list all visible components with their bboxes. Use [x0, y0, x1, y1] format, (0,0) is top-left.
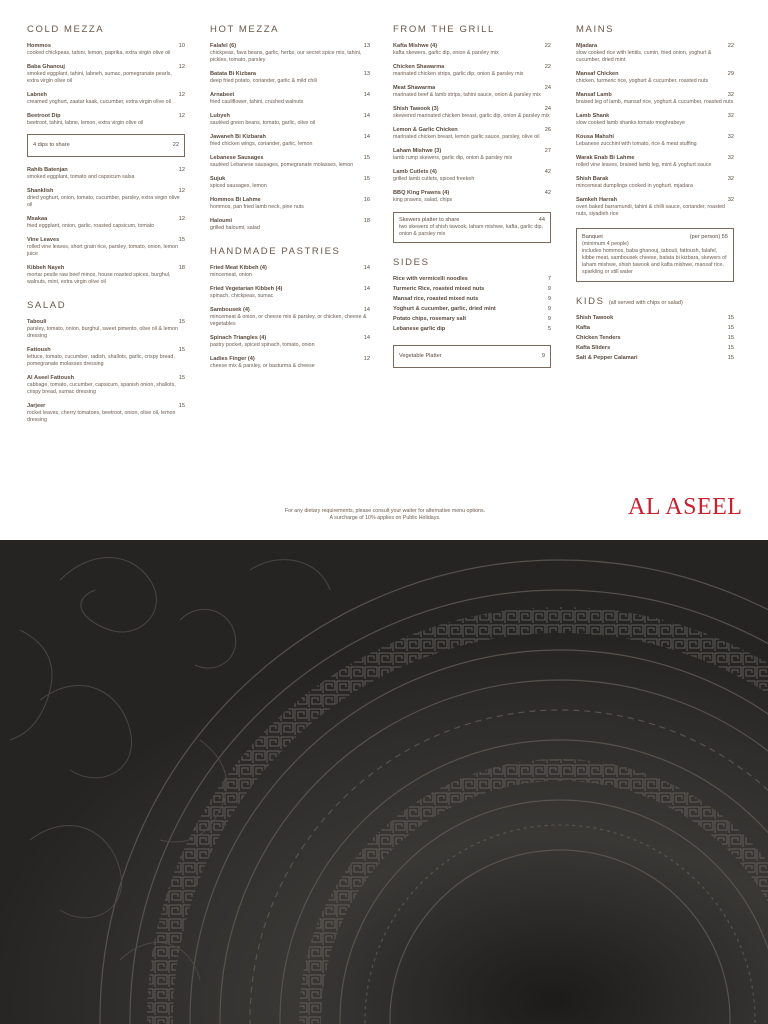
menu-item: [210, 286, 370, 300]
menu-item: [393, 306, 551, 313]
item-name: Kibbeh Nayeh: [27, 265, 65, 271]
item-desc: two skewers of shish tawook, laham mishwe, kafta, garlic dip, onion & parsley mix: [399, 224, 543, 237]
item-desc: mortar pestle raw beef mince, house roasted spices, burghul, walnuts, mint, extra virgin olive oil: [27, 272, 171, 285]
item-price: 32: [727, 155, 734, 161]
item-price: 7: [547, 276, 551, 282]
menu-item: [210, 92, 370, 106]
item-price: 14: [363, 265, 370, 271]
item-price: 12: [363, 356, 370, 362]
column-1: [27, 24, 185, 431]
item-name: Kafta Mishwe (4): [393, 43, 438, 49]
sides-list: [393, 276, 551, 333]
banquet-box: [576, 228, 734, 282]
menu-item: [210, 71, 370, 85]
banquet-name: Banquet: [582, 234, 603, 240]
menu-item: [576, 315, 734, 322]
menu-item: [210, 176, 370, 190]
item-name: Chicken Shawarma: [393, 64, 445, 70]
item-desc: cooked chickpeas, tahini, lemon, paprika, extra virgin olive oil: [27, 50, 171, 56]
item-price: 12: [178, 167, 185, 173]
menu-item: [576, 71, 734, 85]
item-price: 9: [541, 353, 545, 359]
banquet-per: (per person): [689, 234, 721, 240]
item-name: Ladies Finger (4): [210, 356, 255, 362]
item-name: Mansaf rice, roasted mixed nuts: [393, 296, 479, 302]
item-desc: fried chicken wings, coriander, garlic, lemon: [210, 141, 313, 147]
menu-item: [393, 326, 551, 333]
item-desc: mincemeat, onion: [210, 272, 252, 278]
item-name: Vine Leaves: [27, 237, 60, 243]
item-price: 18: [363, 218, 370, 224]
menu-item: [393, 64, 551, 78]
skewers-platter-box: [393, 212, 551, 243]
menu-item: [393, 127, 551, 141]
item-price: 14: [363, 92, 370, 98]
item-name: Mansaf Chicken: [576, 71, 619, 77]
sides-title: SIDES: [393, 257, 430, 268]
menu-item: [576, 155, 734, 169]
item-desc: spinach, chickpeas, sumac: [210, 293, 274, 299]
item-price: 22: [544, 64, 551, 70]
item-price: 14: [363, 134, 370, 140]
menu-item: [210, 218, 370, 232]
mains-title: MAINS: [576, 24, 615, 35]
ornamental-pattern-area: [0, 540, 768, 1024]
item-price: 32: [727, 113, 734, 119]
item-desc: cabbage, tomato, cucumber, capsicum, spanish onion, shallots, crispy bread, sumac dressing: [27, 382, 176, 395]
item-price: 12: [178, 188, 185, 194]
item-price: 15: [727, 315, 734, 321]
item-price: 15: [727, 345, 734, 351]
item-name: Vegetable Platter: [399, 353, 442, 359]
item-desc: lamb rump skewers, garlic dip, onion & parsley mix: [393, 155, 513, 161]
item-name: BBQ King Prawns (4): [393, 190, 450, 196]
item-desc: pastry pocket, spiced spinach, tomato, onion: [210, 342, 315, 348]
column-3: [393, 24, 551, 378]
item-desc: mincemeat & onion, or cheese mix & parsley, or chicken, cheese & vegetables: [210, 314, 367, 327]
menu-item: [27, 237, 185, 258]
item-price: 22: [727, 43, 734, 49]
menu-item: [576, 355, 734, 362]
item-desc: creamed yoghurt, zaatar kaak, cucumber, extra virgin olive oil: [27, 99, 171, 105]
item-price: 12: [178, 64, 185, 70]
item-name: Msakaa: [27, 216, 48, 222]
menu-item: [27, 167, 185, 181]
item-desc: oven baked barramundi, tahini & chilli sauce, coriander, roasted nuts, siyadieh rice: [576, 204, 725, 217]
item-name: Kafta: [576, 325, 590, 331]
menu-item: [27, 92, 185, 106]
menu-item: [393, 316, 551, 323]
menu-item: [27, 347, 185, 368]
item-price: 15: [178, 347, 185, 353]
menu-item: [576, 345, 734, 352]
item-price: 32: [727, 176, 734, 182]
banquet-price-wrap: [686, 234, 728, 241]
menu-item: [393, 106, 551, 120]
item-name: Spinach Triangles (4): [210, 335, 267, 341]
item-name: Mjadara: [576, 43, 598, 49]
item-desc: sautéed Lebanese sausages, pomegranate molasses, lemon: [210, 162, 354, 168]
item-price: 15: [727, 335, 734, 341]
menu-item: [576, 92, 734, 106]
item-price: 22: [172, 142, 179, 148]
menu-item: [210, 43, 370, 64]
item-desc: beetroot, tahini, labne, lemon, extra virgin olive oil: [27, 120, 144, 126]
item-desc: grilled lamb cutlets, spiced freekeh: [393, 176, 475, 182]
item-price: 12: [178, 92, 185, 98]
item-desc: slow cooked lamb shanks tomato moghrabeye: [576, 120, 685, 126]
item-name: Sambousek (4): [210, 307, 250, 313]
item-desc: braised leg of lamb, mansaf rice, yoghurt & cucumber, roasted nuts: [576, 99, 734, 105]
item-desc: cheese mix & parsley, or basturma & cheese: [210, 363, 315, 369]
item-desc: lettuce, tomato, cucumber, radish, shallots, garlic, crispy bread, pomegranate molasses dressing: [27, 354, 175, 367]
item-desc: hommos, pan fried lamb neck, pine nuts: [210, 204, 304, 210]
item-price: 42: [544, 190, 551, 196]
item-price: 9: [547, 306, 551, 312]
item-name: Lemon & Garlic Chicken: [393, 127, 458, 133]
item-price: 24: [544, 106, 551, 112]
item-name: Arnabeet: [210, 92, 235, 98]
item-name: Kousa Mahshi: [576, 134, 614, 140]
item-name: Lebanese Sausages: [210, 155, 264, 161]
item-desc: spiced sausages, lemon: [210, 183, 267, 189]
item-desc: slow cooked rice with lentils, cumin, fried onion, yoghurt & cucumber, dried mint: [576, 50, 712, 63]
item-price: 22: [544, 43, 551, 49]
item-name: Lamb Cutlets (4): [393, 169, 437, 175]
item-desc: marinated chicken strips, garlic dip, onion & parsley mix: [393, 71, 524, 77]
item-price: 15: [178, 403, 185, 409]
item-price: 32: [727, 134, 734, 140]
menu-item: [576, 134, 734, 148]
item-price: 14: [363, 113, 370, 119]
item-name: Jarjeer: [27, 403, 46, 409]
menu-item: [393, 148, 551, 162]
menu-item: [27, 113, 185, 127]
ornament-pattern: [0, 540, 768, 1024]
brand-logo: AL ASEEL: [628, 494, 743, 520]
item-price: 5: [547, 326, 551, 332]
item-price: 32: [727, 92, 734, 98]
item-name: Shish Tawook (3): [393, 106, 439, 112]
item-name: Labneh: [27, 92, 47, 98]
vegetable-platter-box: [393, 345, 551, 368]
item-price: 44: [538, 217, 545, 223]
item-desc: rolled vine leaves, braised lamb leg, mint & yoghurt sauce: [576, 162, 712, 168]
item-name: Chicken Tenders: [576, 335, 621, 341]
item-price: 26: [544, 127, 551, 133]
menu-item: [393, 169, 551, 183]
item-price: 18: [178, 265, 185, 271]
item-desc: deep fried potato, coriander, garlic & mild chili: [210, 78, 317, 84]
item-name: Salt & Pepper Calamari: [576, 355, 638, 361]
item-price: 14: [363, 286, 370, 292]
item-desc: chicken, turmeric rice, yoghurt & cucumber, roasted nuts: [576, 78, 709, 84]
banquet-desc: includes hommos, baba ghanouj, tabouli, fattoush, falafel, kibbe meat, sambousek cheese, batata bi kizbara, skewers of laham mishwe, shish tawook and kafta mishwe, mansaf rice, sparkling or still water: [582, 248, 727, 275]
item-desc: dried yoghurt, onion, tomato, cucumber, parsley, extra virgin olive oil: [27, 195, 180, 208]
menu-item: [27, 216, 185, 230]
item-name: 4 dips to share: [33, 142, 70, 148]
item-name: Shish Barak: [576, 176, 609, 182]
grill-title: FROM THE GRILL: [393, 24, 495, 35]
column-4: [576, 24, 734, 365]
kids-note: (all served with chips or salad): [608, 300, 683, 306]
item-price: 9: [547, 296, 551, 302]
surcharge-note: A surcharge of 10% applies on Public Holidays.: [329, 515, 441, 521]
menu-item: [393, 276, 551, 283]
item-desc: kafta skewers, garlic dip, onion & parsley mix: [393, 50, 499, 56]
item-desc: chickpeas, fava beans, garlic, herbs, our secret spice mix, tahini, pickles, tomato, parsley: [210, 50, 362, 63]
item-name: Samkeh Harrah: [576, 197, 618, 203]
item-name: Mansaf Lamb: [576, 92, 612, 98]
menu-item: [576, 176, 734, 190]
menu-item: [27, 265, 185, 286]
item-name: Lamb Shank: [576, 113, 610, 119]
item-name: Skewers platter to share: [399, 217, 460, 223]
menu-item: [393, 296, 551, 303]
item-price: 14: [363, 307, 370, 313]
item-name: Tabouli: [27, 319, 47, 325]
item-price: 14: [363, 335, 370, 341]
item-name: Hommos: [27, 43, 51, 49]
kids-title: [576, 296, 734, 307]
hot-mezza-title: HOT MEZZA: [210, 24, 280, 35]
item-name: Fried Meat Kibbeh (4): [210, 265, 267, 271]
item-price: 12: [178, 216, 185, 222]
menu-item: [27, 403, 185, 424]
dietary-note: For any dietary requirements, please consult your waiter for alternative menu options.: [284, 508, 486, 514]
item-price: 15: [727, 325, 734, 331]
dips-share-box: [27, 134, 185, 157]
item-name: Rice with vermicelli noodles: [393, 276, 468, 282]
item-price: 12: [178, 113, 185, 119]
banquet-sub: (minimum 4 people): [582, 241, 629, 247]
item-price: 9: [547, 316, 551, 322]
item-name: Fried Vegetarian Kibbeh (4): [210, 286, 283, 292]
item-price: 42: [544, 169, 551, 175]
pastries-title: HANDMADE PASTRIES: [210, 246, 341, 257]
item-name: Jawaneh Bi Kizbarah: [210, 134, 266, 140]
item-desc: smoked eggplant, tomato and capsicum salsa: [27, 174, 135, 180]
item-desc: mincemeat dumplings cooked in yoghurt, mjadara: [576, 183, 693, 189]
item-name: Warak Enab Bi Lahme: [576, 155, 635, 161]
menu-item: [576, 197, 734, 218]
menu-item: [27, 319, 185, 340]
menu-item: [210, 155, 370, 169]
menu-item: [393, 190, 551, 204]
item-desc: skewered marinated chicken breast, garlic dip, onion & parsley mix: [393, 113, 550, 119]
item-name: Al Aseel Fattoush: [27, 375, 75, 381]
item-desc: marinated chicken breast, lemon garlic sauce, parsley, olive oil: [393, 134, 540, 140]
item-price: 15: [363, 155, 370, 161]
menu-item: [27, 64, 185, 85]
item-price: 29: [727, 71, 734, 77]
menu-item: [576, 113, 734, 127]
menu-item: [210, 197, 370, 211]
item-desc: fried cauliflower, tahini, crushed walnuts: [210, 99, 304, 105]
item-price: 10: [178, 43, 185, 49]
item-name: Haloumi: [210, 218, 233, 224]
item-name: Fattoush: [27, 347, 51, 353]
item-price: 15: [178, 237, 185, 243]
menu-item: [27, 375, 185, 396]
item-desc: rolled vine leaves, short grain rice, parsley, tomato, onion, lemon juice: [27, 244, 178, 257]
item-desc: grilled haloumi, salad: [210, 225, 260, 231]
cold-mezza-title: COLD MEZZA: [27, 24, 105, 35]
column-2: [210, 24, 370, 377]
menu-item: [393, 85, 551, 99]
item-desc: parsley, tomato, onion, burghul, sweet pimento, olive oil & lemon dressing: [27, 326, 178, 339]
item-name: Batata Bi Kizbara: [210, 71, 257, 77]
item-price: 15: [178, 319, 185, 325]
item-desc: Lebanese zucchini with tomato, rice & meat stuffing: [576, 141, 697, 147]
menu-item: [210, 113, 370, 127]
item-price: 15: [363, 176, 370, 182]
item-name: Shish Tawook: [576, 315, 614, 321]
menu-item: [210, 356, 370, 370]
item-price: 9: [547, 286, 551, 292]
item-desc: sautéed green beans, tomato, garlic, olive oil: [210, 120, 316, 126]
item-name: Kafta Sliders: [576, 345, 611, 351]
menu-item: [27, 188, 185, 209]
menu-item: [210, 265, 370, 279]
kids-title-text: KIDS: [576, 296, 605, 307]
item-desc: rocket leaves, cherry tomatoes, beetroot, onion, olive oil, lemon dressing: [27, 410, 176, 423]
item-name: Shanklish: [27, 188, 54, 194]
menu-item: [576, 325, 734, 332]
menu-item: [210, 134, 370, 148]
menu-item: [393, 286, 551, 293]
item-desc: fried eggplant, onion, garlic, roasted capsicum, tomato: [27, 223, 155, 229]
banquet-price: 55: [721, 234, 728, 240]
menu-item: [210, 307, 370, 328]
item-price: 32: [727, 197, 734, 203]
item-name: Sujuk: [210, 176, 226, 182]
kids-list: [576, 315, 734, 362]
footer-note: [230, 508, 540, 522]
item-price: 13: [363, 71, 370, 77]
item-price: 24: [544, 85, 551, 91]
item-desc: marinated beef & lamb strips, tahini sauce, onion & parsley mix: [393, 92, 541, 98]
item-price: 15: [178, 375, 185, 381]
item-name: Rahib Batenjan: [27, 167, 68, 173]
item-name: Falafel (6): [210, 43, 237, 49]
item-price: 13: [363, 43, 370, 49]
item-price: 16: [363, 197, 370, 203]
item-price: 27: [544, 148, 551, 154]
item-name: Laham Mishwe (3): [393, 148, 442, 154]
item-desc: king prawns, salad, chips: [393, 197, 453, 203]
item-name: Hommos Bi Lahme: [210, 197, 261, 203]
item-name: Lubyeh: [210, 113, 230, 119]
menu-item: [27, 43, 185, 57]
item-name: Yoghurt & cucumber, garlic, dried mint: [393, 306, 496, 312]
item-name: Beetroot Dip: [27, 113, 61, 119]
item-price: 15: [727, 355, 734, 361]
menu-item: [210, 335, 370, 349]
item-name: Meat Shawarma: [393, 85, 436, 91]
menu-item: [576, 335, 734, 342]
menu-item: [576, 43, 734, 64]
item-name: Turmeric Rice, roasted mixed nuts: [393, 286, 485, 292]
item-name: Potato chips, rosemary salt: [393, 316, 467, 322]
menu-item: [393, 43, 551, 57]
salad-title: SALAD: [27, 300, 67, 311]
item-name: Baba Ghanouj: [27, 64, 65, 70]
item-name: Lebanese garlic dip: [393, 326, 446, 332]
item-desc: smoked eggplant, tahini, labneh, sumac, pomegranate pearls, extra virgin olive oil: [27, 71, 172, 84]
